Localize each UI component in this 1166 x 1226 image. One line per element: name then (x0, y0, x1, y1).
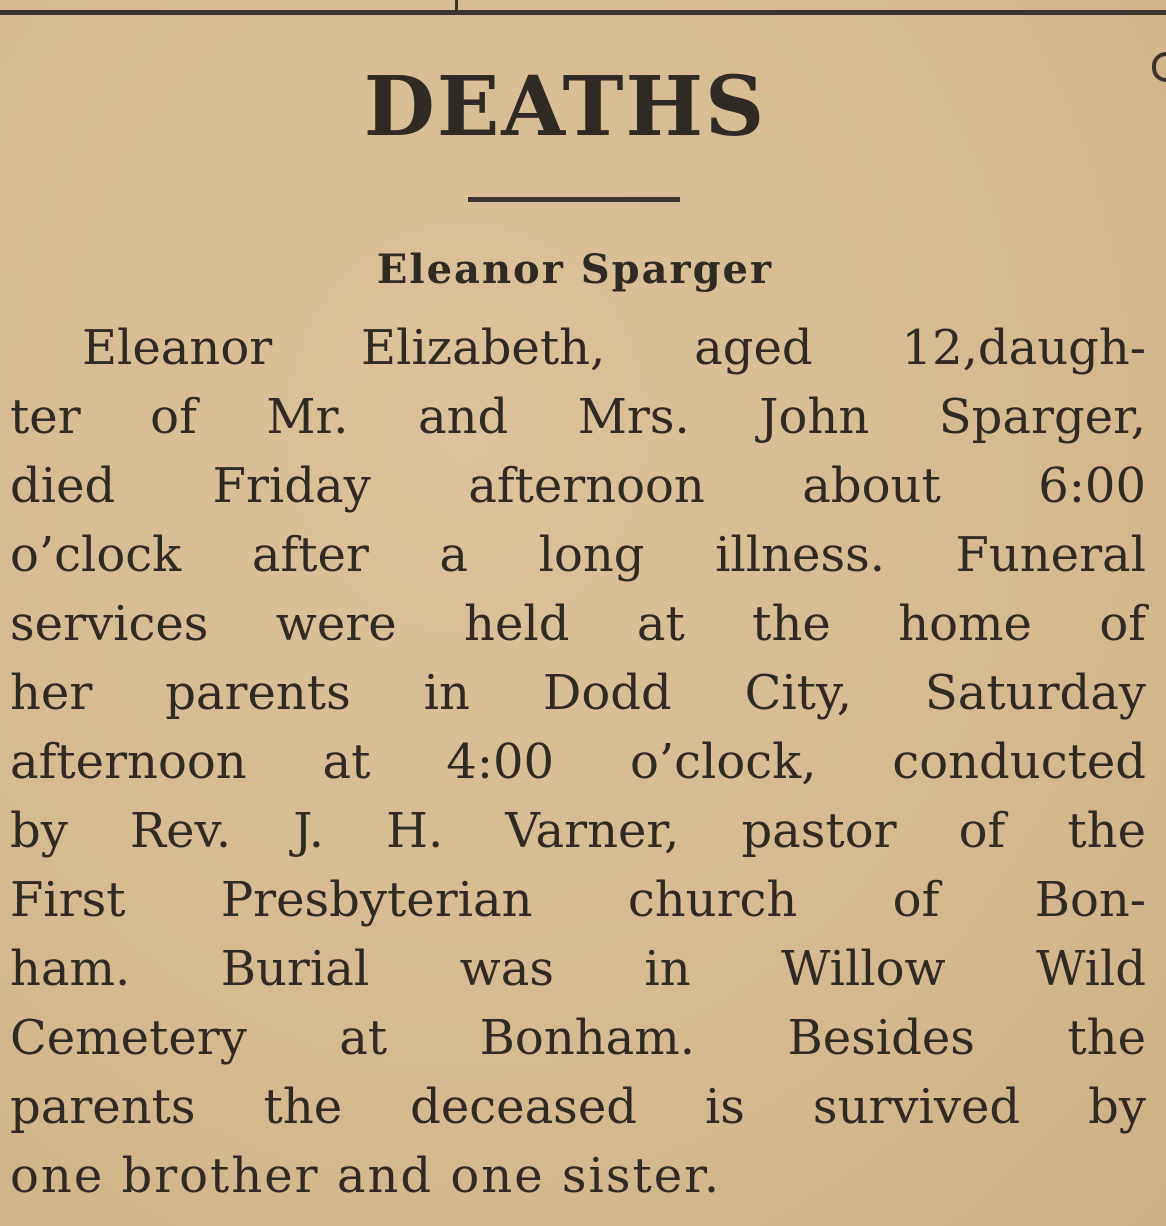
section-heading: DEATHS (363, 59, 767, 155)
body-line: o’clock after a long illness. Funeral (10, 527, 1146, 583)
body-line: Eleanor Elizabeth, aged 12,daugh- (82, 320, 1146, 376)
body-line: ter of Mr. and Mrs. John Sparger, (10, 389, 1146, 445)
body-line: her parents in Dodd City, Saturday (10, 665, 1146, 721)
body-line: Cemetery at Bonham. Besides the (10, 1010, 1146, 1066)
top-column-rule (0, 10, 1166, 15)
body-line: one brother and one sister. (10, 1148, 722, 1204)
body-line: by Rev. J. H. Varner, pastor of the (10, 803, 1146, 859)
column-divider (455, 0, 458, 12)
obituary-body (10, 314, 1146, 1211)
obituary-name: Eleanor Sparger (376, 246, 774, 293)
body-line: services were held at the home of (10, 596, 1146, 652)
body-line: died Friday afternoon about 6:00 (10, 458, 1146, 514)
body-line: ham. Burial was in Willow Wild (10, 941, 1146, 997)
body-line: parents the deceased is survived by (10, 1079, 1146, 1135)
cropped-edge-glyph (1152, 52, 1166, 82)
heading-divider (468, 197, 680, 202)
body-line: First Presbyterian church of Bon- (10, 872, 1146, 928)
body-line: afternoon at 4:00 o’clock, conducted (10, 734, 1146, 790)
